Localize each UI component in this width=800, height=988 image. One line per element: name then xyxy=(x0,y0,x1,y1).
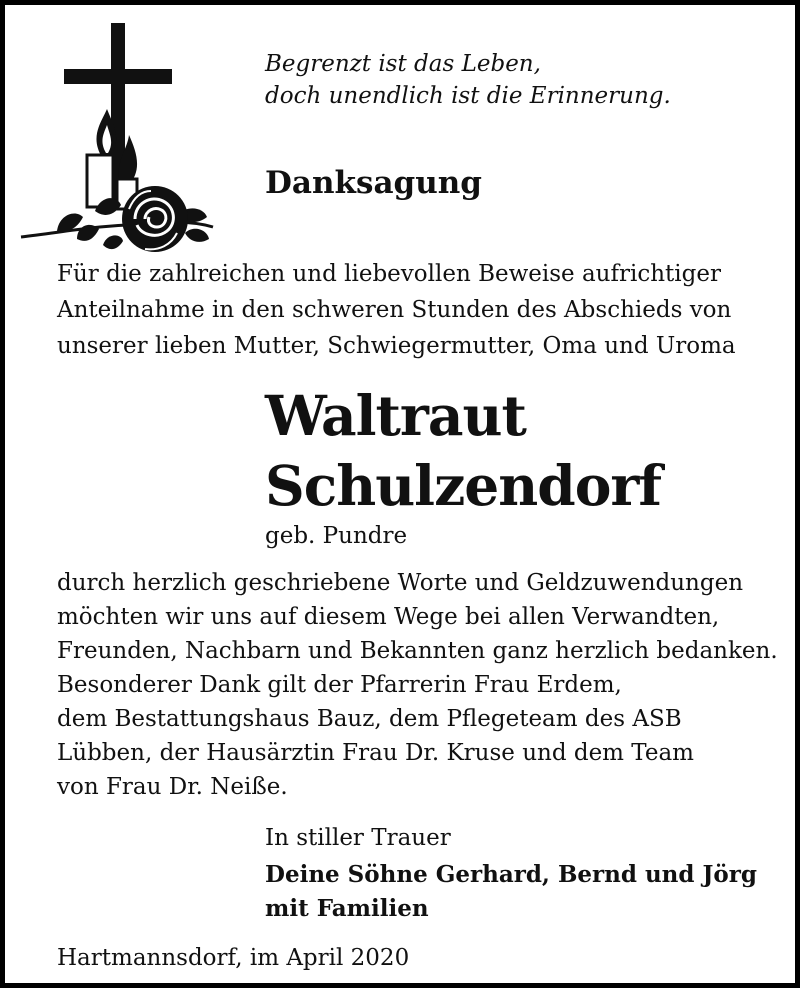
thanks-line: durch herzlich geschriebene Worte und Geldzuwendungen xyxy=(57,570,744,596)
intro-line: Für die zahlreichen und liebevollen Beweise aufrichtiger xyxy=(57,261,721,287)
deceased-last-name: Schulzendorf xyxy=(265,453,662,518)
intro-line: Anteilnahme in den schweren Stunden des Abschieds von xyxy=(57,297,732,323)
closing-text: In stiller Trauer xyxy=(265,825,451,851)
thanks-line: Besonderer Dank gilt der Pfarrerin Frau Erdem, xyxy=(57,672,622,698)
cross-candle-rose-icon xyxy=(17,19,217,265)
place-date: Hartmannsdorf, im April 2020 xyxy=(57,945,410,971)
intro-line: unserer lieben Mutter, Schwiegermutter, Oma und Uroma xyxy=(57,333,736,359)
thanks-line: dem Bestattungshaus Bauz, dem Pflegeteam des ASB xyxy=(57,706,682,732)
thanks-line: von Frau Dr. Neiße. xyxy=(57,774,288,800)
thanks-line: Lübben, der Hausärztin Frau Dr. Kruse und dem Team xyxy=(57,740,694,766)
thanks-line: möchten wir uns auf diesem Wege bei allen Verwandten, xyxy=(57,604,720,630)
motto-line-2: doch unendlich ist die Erinnerung. xyxy=(265,83,671,109)
family-line-1: Deine Söhne Gerhard, Bernd und Jörg xyxy=(265,861,757,888)
notice-title: Danksagung xyxy=(265,165,482,201)
birth-name: geb. Pundre xyxy=(265,523,408,549)
thanks-line: Freunden, Nachbarn und Bekannten ganz herzlich bedanken. xyxy=(57,638,778,664)
deceased-first-name: Waltraut xyxy=(265,383,526,448)
family-line-2: mit Familien xyxy=(265,895,429,922)
motto-line-1: Begrenzt ist das Leben, xyxy=(265,51,541,77)
